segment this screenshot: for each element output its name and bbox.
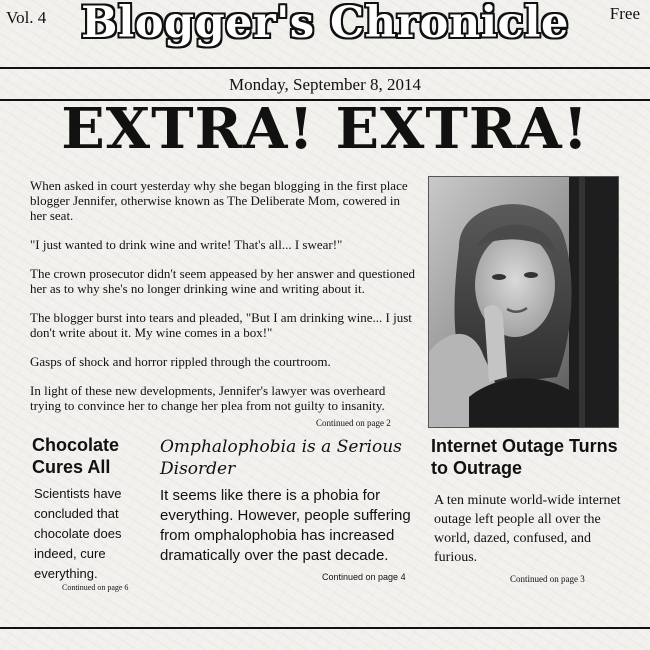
chocolate-body: Scientists have concluded that chocolate does indeed, cure everything. — [34, 486, 122, 581]
chocolate-headline: Chocolate Cures All — [32, 435, 120, 477]
volume-label: Vol. 4 — [6, 8, 47, 27]
footer-rule — [0, 627, 650, 629]
phobia-continued: Continued on page 4 — [322, 572, 406, 582]
main-headline: EXTRA! EXTRA! — [61, 96, 589, 162]
issue-date: Monday, September 8, 2014 — [228, 75, 421, 94]
story-paragraph: The crown prosecutor didn't seem appeased by her answer and questioned her as to why she's no longer drinking wine and writing about it. — [30, 266, 415, 296]
story-paragraph: When asked in court yesterday why she began blogging in the first place blogger Jennifer, otherwise known as The Deliberate Mom, cowered in her seat. — [30, 178, 408, 223]
masthead-rule-top — [0, 67, 650, 69]
outage-headline: Internet Outage Turns to Outrage — [431, 436, 618, 478]
story-paragraph: The blogger burst into tears and pleaded, "But I am drinking wine... I just don't write about it. My wine comes in a box!" — [30, 310, 412, 340]
story-paragraph: Gasps of shock and horror rippled through the courtroom. — [30, 354, 331, 369]
outage-body: A ten minute world-wide internet outage left people all over the world, dazed, confused, and furious. — [434, 493, 621, 565]
main-story-continued: Continued on page 2 — [316, 418, 391, 428]
masthead-title: Blogger's Chronicle — [81, 0, 569, 48]
price-label: Free — [609, 4, 640, 23]
phobia-body: It seems like there is a phobia for everything. However, people suffering from omphalophobia has increased dramatically over the past decade. — [160, 487, 411, 564]
phobia-headline: Omphalophobia is a Serious Disorder — [160, 437, 402, 479]
outage-continued: Continued on page 3 — [510, 574, 585, 584]
chocolate-continued: Continued on page 6 — [62, 583, 129, 592]
story-paragraph: "I just wanted to drink wine and write! That's all... I swear!" — [30, 237, 343, 252]
blogger-photo — [428, 176, 619, 428]
story-paragraph: In light of these new developments, Jennifer's lawyer was overheard trying to convince her to change her plea from not guilty to insanity. — [30, 383, 386, 413]
main-story — [30, 178, 418, 427]
blogger-portrait-image — [429, 177, 618, 427]
